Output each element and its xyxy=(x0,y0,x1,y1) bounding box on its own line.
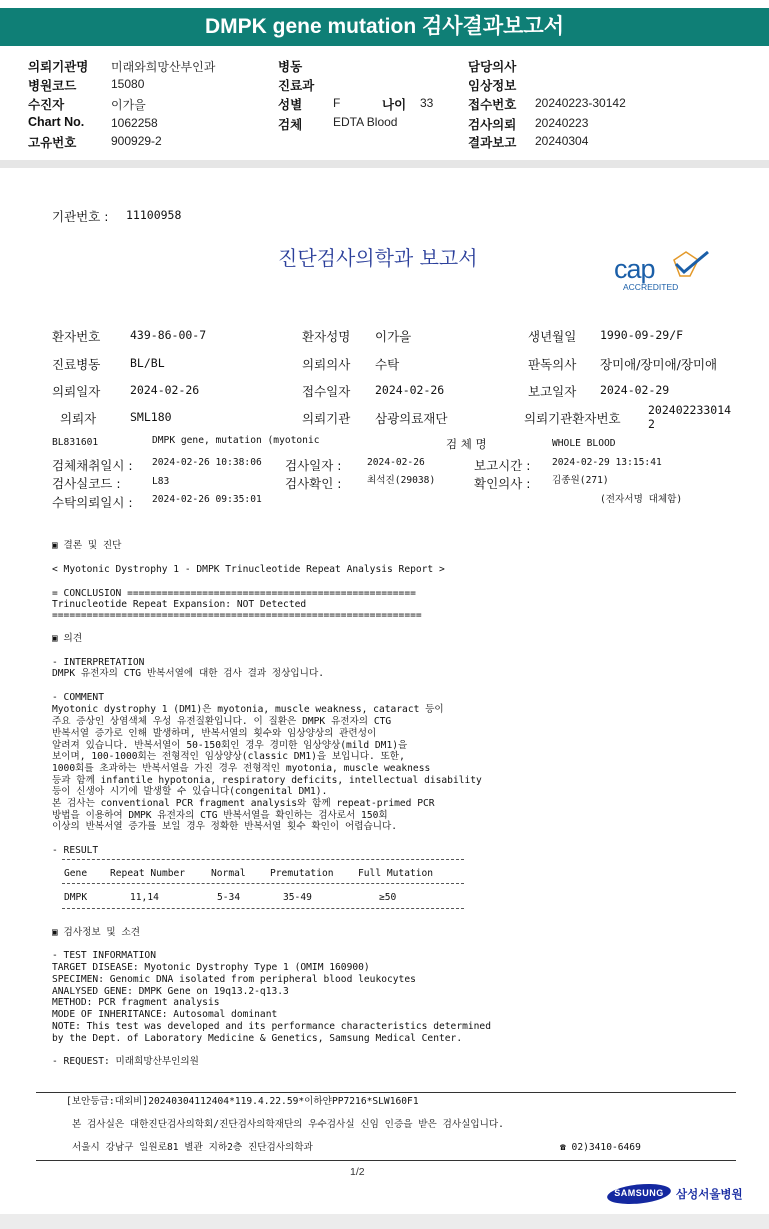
phone-text: ☎ 02)3410-6469 xyxy=(560,1142,641,1153)
comment-line: 본 검사는 conventional PCR fragment analysis와 함께 repeat-primed PCR xyxy=(52,798,435,809)
header-label: Chart No. xyxy=(28,115,85,129)
info-label: 생년월일 xyxy=(528,329,577,344)
comment-heading: - COMMENT xyxy=(52,692,104,703)
row-label: 검체채취일시 : xyxy=(52,458,133,473)
sex-value: F xyxy=(333,96,341,110)
info-label: 보고일자 xyxy=(528,384,577,399)
header-value: 20240304 xyxy=(535,134,589,148)
result-divider xyxy=(62,883,464,884)
info-label: 접수일자 xyxy=(302,384,351,399)
samsung-hospital-logo xyxy=(606,1182,746,1206)
address-text: 서울시 강남구 일원로81 별관 지하2층 진단검사의학과 xyxy=(72,1142,313,1153)
header-value: 1062258 xyxy=(111,116,158,130)
test-info-line: by the Dept. of Laboratory Medicine & Genetics, Samsung Medical Center. xyxy=(52,1033,463,1044)
test-info-line: TARGET DISEASE: Myotonic Dystrophy Type 1 (OMIM 160900) xyxy=(52,962,370,973)
result-divider xyxy=(62,859,464,860)
footer-divider xyxy=(36,1092,736,1093)
age-value: 33 xyxy=(420,96,434,110)
header-value: 20240223 xyxy=(535,116,589,130)
conclusion-heading: = CONCLUSION ================================================== xyxy=(52,588,416,599)
row-value: 2024-02-26 10:38:06 xyxy=(152,457,262,468)
request-line: - REQUEST: 미래희망산부인의원 xyxy=(52,1056,199,1067)
report-title: 진단검사의학과 보고서 xyxy=(278,246,478,270)
section-heading: ▣ 의견 xyxy=(52,633,83,644)
header-label: 검사의뢰 xyxy=(468,118,517,132)
specimen-value: EDTA Blood xyxy=(333,115,398,129)
test-name: DMPK gene, mutation (myotonic xyxy=(152,435,320,446)
info-label: 의뢰의사 xyxy=(302,357,351,372)
banner xyxy=(0,0,769,50)
header-label: 고유번호 xyxy=(28,136,77,150)
page-number: 1/2 xyxy=(350,1166,365,1178)
info-label: 의뢰일자 xyxy=(52,384,101,399)
info-value: 439-86-00-7 xyxy=(130,328,207,342)
security-line: [보안등급:대외비]20240304112404*119.4.22.59*이하얀PP7216*SLW160F1 xyxy=(66,1096,419,1107)
info-label: 의뢰자 xyxy=(60,411,97,426)
footer-divider xyxy=(36,1160,736,1161)
info-value-cont: 2 xyxy=(648,417,655,431)
row-value: 2024-02-26 09:35:01 xyxy=(152,494,262,505)
header-label: 담당의사 xyxy=(468,60,517,74)
result-cell: ≥50 xyxy=(379,892,397,903)
test-info-line: - TEST INFORMATION xyxy=(52,950,156,961)
result-cell: 5-34 xyxy=(217,892,241,903)
info-value: 2024-02-26 xyxy=(130,383,200,397)
cap-accredited-logo xyxy=(614,250,714,296)
comment-line: Myotonic dystrophy 1 (DM1)은 myotonia, muscle weakness, cataract 등이 xyxy=(52,704,444,715)
result-cell: 35-49 xyxy=(283,892,312,903)
hospital-name: 삼성서울병원 xyxy=(676,1187,743,1201)
header-value: 900929-2 xyxy=(111,134,162,148)
comment-line: 반복서열 증가로 인해 발생하며, 반복서열의 횟수와 임상양상의 관련성이 xyxy=(52,728,377,739)
section-heading: ▣ 결론 및 진단 xyxy=(52,540,122,551)
certification-text: 본 검사실은 대한진단검사의학회/진단검사의학재단의 우수검사실 신임 인증을 받은 검사실입니다. xyxy=(72,1119,504,1130)
comment-line: 등이 신생아 시기에 발생할 수 있습니다(congenital DM1). xyxy=(52,786,328,797)
row-label: 보고시간 : xyxy=(474,458,531,473)
header-label: 병원코드 xyxy=(28,79,77,93)
row-label: 확인의사 : xyxy=(474,476,531,491)
interpretation-text: DMPK 유전자의 CTG 반복서열에 대한 검사 결과 정상입니다. xyxy=(52,668,324,679)
comment-line: 1000회를 초과하는 반복서열을 가진 경우 전형적인 myotonia, muscle weakness xyxy=(52,763,431,774)
specimen-name: WHOLE BLOOD xyxy=(552,438,616,449)
samsung-text: SAMSUNG xyxy=(614,1188,664,1198)
info-label: 의뢰기관환자번호 xyxy=(524,411,621,426)
agency-no: 11100958 xyxy=(126,208,182,222)
info-value: 202402233014 xyxy=(648,403,732,417)
header-label: 의뢰기관명 xyxy=(28,60,89,74)
row-value: 2024-02-29 13:15:41 xyxy=(552,457,662,468)
info-label: 의뢰기관 xyxy=(302,411,351,426)
bottom-bar xyxy=(0,1214,769,1229)
row-label: 검사일자 : xyxy=(285,458,342,473)
row-value: 최석진(29038) xyxy=(367,475,436,486)
header-label: 성별 xyxy=(278,98,303,112)
header-value: 15080 xyxy=(111,77,145,91)
info-value: 삼광의료재단 xyxy=(375,411,448,426)
header-value: 이가을 xyxy=(111,98,146,112)
test-info-line: SPECIMEN: Genomic DNA isolated from peripheral blood leukocytes xyxy=(52,974,416,985)
header-label: 결과보고 xyxy=(468,136,517,150)
result-col-header: Premutation xyxy=(270,868,334,879)
header-label: 접수번호 xyxy=(468,98,517,112)
comment-line: 주요 증상인 상염색체 우성 유전질환입니다. 이 질환은 DMPK 유전자의 CTG xyxy=(52,716,392,727)
info-value: 2024-02-26 xyxy=(375,383,445,397)
row-label: 검사실코드 : xyxy=(52,476,121,491)
comment-line: 알려져 있습니다. 반복서열이 50-150회인 경우 경미한 임상양상(mild DM1)을 xyxy=(52,740,408,751)
test-info-line: ANALYSED GENE: DMPK Gene on 19q13.2-q13.3 xyxy=(52,986,289,997)
result-heading: - RESULT xyxy=(52,845,99,856)
info-value: SML180 xyxy=(130,410,172,424)
info-value: 2024-02-29 xyxy=(600,383,670,397)
header-label: 병동 xyxy=(278,60,303,74)
result-cell: 11,14 xyxy=(130,892,159,903)
interpretation-heading: - INTERPRETATION xyxy=(52,657,145,668)
result-cell: DMPK xyxy=(64,892,88,903)
page-title: DMPK gene mutation 검사결과보고서 xyxy=(204,15,564,38)
info-label: 판독의사 xyxy=(528,357,577,372)
report-name: < Myotonic Dystrophy 1 - DMPK Trinucleotide Repeat Analysis Report > xyxy=(52,564,445,575)
row-label: 검사확인 : xyxy=(285,476,342,491)
comment-line: 이상의 반복서열 증가를 보일 경우 정확한 반복서열 횟수 확인이 어렵습니다. xyxy=(52,821,398,832)
info-value: BL/BL xyxy=(130,356,165,370)
age-label: 나이 xyxy=(382,98,407,112)
row-value: L83 xyxy=(152,476,170,487)
row-value: 김종원(271) xyxy=(552,475,609,486)
info-label: 진료병동 xyxy=(52,357,101,372)
info-value: 이가을 xyxy=(375,329,412,344)
result-col-header: Repeat Number xyxy=(110,868,186,879)
section-heading: ▣ 검사정보 및 소견 xyxy=(52,927,140,938)
header-label: 임상정보 xyxy=(468,79,517,93)
header-label: 검체 xyxy=(278,118,303,132)
header-value: 20240223-30142 xyxy=(535,96,626,110)
conclusion-text: Trinucleotide Repeat Expansion: NOT Detected xyxy=(52,599,307,610)
row-label: 수탁의뢰일시 : xyxy=(52,495,133,510)
specimen-label: 검 체 명 xyxy=(446,437,487,451)
test-code: BL831601 xyxy=(52,437,99,448)
info-value: 수탁 xyxy=(375,357,400,372)
result-col-header: Normal xyxy=(211,868,246,879)
e-signature-note: (전자서명 대체함) xyxy=(600,494,683,505)
info-label: 환자번호 xyxy=(52,329,101,344)
info-value: 장미애/장미애/장미애 xyxy=(600,357,718,372)
result-col-header: Full Mutation xyxy=(358,868,434,879)
test-info-line: MODE OF INHERITANCE: Autosomal dominant xyxy=(52,1009,278,1020)
header-divider xyxy=(0,160,769,168)
header-label: 진료과 xyxy=(278,79,315,93)
agency-no-label: 기관번호 : xyxy=(52,209,109,224)
comment-line: 방법을 이용하여 DMPK 유전자의 CTG 반복서열을 확인하는 검사로서 150회 xyxy=(52,810,388,821)
result-col-header: Gene xyxy=(64,868,88,879)
comment-line: 보이며, 100-1000회는 전형적인 임상양상(classic DM1)을 보입니다. 또한, xyxy=(52,751,405,762)
info-label: 환자성명 xyxy=(302,329,351,344)
info-value: 1990-09-29/F xyxy=(600,328,684,342)
header-label: 수진자 xyxy=(28,98,65,112)
row-value: 2024-02-26 xyxy=(367,457,425,468)
cap-text: cap xyxy=(614,254,655,284)
cap-accredited-text: ACCREDITED xyxy=(623,282,679,292)
test-info-line: NOTE: This test was developed and its performance characteristics determined xyxy=(52,1021,491,1032)
test-info-line: METHOD: PCR fragment analysis xyxy=(52,997,220,1008)
conclusion-end: ================================================================ xyxy=(52,610,422,621)
result-divider xyxy=(62,908,464,909)
comment-line: 등과 함께 infantile hypotonia, respiratory deficits, intellectual disability xyxy=(52,775,482,786)
header-value: 미래와희망산부인과 xyxy=(111,60,216,74)
